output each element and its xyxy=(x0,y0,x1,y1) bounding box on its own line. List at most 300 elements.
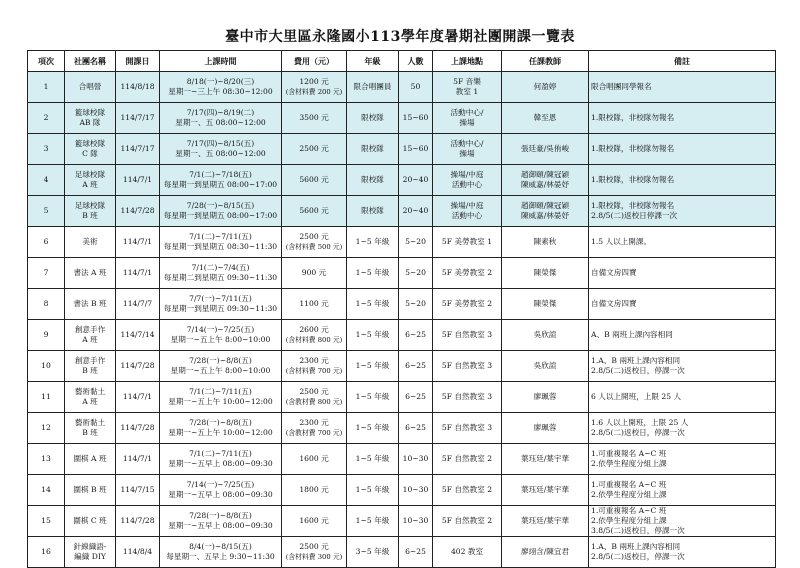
time-line: 星期一~五早上 08:00~09:30 xyxy=(168,521,273,530)
cell-no: 13 xyxy=(28,444,65,475)
cell-fee xyxy=(282,289,347,320)
name-line: B 班 xyxy=(82,366,98,375)
cell-grade: 限校隊 xyxy=(347,165,399,196)
cell-grade: 1~5 年級 xyxy=(347,382,399,413)
note-line: 2.依學生程度分組上課 xyxy=(591,516,667,525)
time-line: 7/28(一)~8/8(五) xyxy=(189,511,252,520)
place-line: 活動中心/ xyxy=(450,139,484,148)
fee-line: (含材料費 300 元) xyxy=(285,553,343,561)
cell-place xyxy=(433,165,502,196)
cell-grade: 1~5 年級 xyxy=(347,227,399,258)
cell-fee xyxy=(282,506,347,537)
cell-name xyxy=(65,537,116,568)
time-line: 7/28(一)~8/8(五) xyxy=(189,418,252,427)
place-line: 5F 自然教室 3 xyxy=(441,361,493,370)
cell-note xyxy=(589,227,776,258)
cell-teacher xyxy=(502,320,589,351)
cell-time xyxy=(160,351,282,382)
cell-place xyxy=(433,444,502,475)
place-line: 5F 自然教室 2 xyxy=(441,516,493,525)
cell-no: 5 xyxy=(28,196,65,227)
cell-teacher xyxy=(502,103,589,134)
time-line: 7/17(四)~8/15(五) xyxy=(186,139,255,148)
name-line: C 隊 xyxy=(82,149,98,158)
place-line: 操場/中庭 xyxy=(450,201,484,210)
cell-name xyxy=(65,506,116,537)
cell-fee xyxy=(282,320,347,351)
note-line: 1.限校隊，非校隊勿報名 xyxy=(591,113,675,122)
place-line: 5F 自然教室 2 xyxy=(441,454,493,463)
cell-name xyxy=(65,413,116,444)
fee-line: 900 元 xyxy=(301,268,327,277)
cell-teacher xyxy=(502,475,589,506)
cell-place xyxy=(433,351,502,382)
cell-grade: 1~5 年級 xyxy=(347,289,399,320)
cell-count: 5~20 xyxy=(399,258,433,289)
table-row xyxy=(28,165,776,196)
place-line: 5F 美勞教室 2 xyxy=(441,299,493,308)
time-line: 每星期一到星期五 08:00~17:00 xyxy=(163,211,278,220)
name-line: 足球校隊 xyxy=(74,170,106,179)
table-row xyxy=(28,227,776,258)
time-line: 星期一~五上午 8:00~10:00 xyxy=(170,335,271,344)
cell-fee xyxy=(282,165,347,196)
time-line: 星期一~五早上 08:00~09:30 xyxy=(168,490,273,499)
note-line: 1.6 人以上開班，上限 25 人 xyxy=(591,418,689,427)
place-line: 5F 自然教室 3 xyxy=(441,392,493,401)
cell-name xyxy=(65,382,116,413)
header-start: 開課日 xyxy=(116,51,160,72)
cell-no: 10 xyxy=(28,351,65,382)
place-line: 操場/中庭 xyxy=(450,170,484,179)
cell-grade: 1~5 年級 xyxy=(347,351,399,382)
cell-name xyxy=(65,72,116,103)
teacher-line: 趙御頤/陳冠穎 xyxy=(520,201,570,210)
place-line: 5F 自然教室 3 xyxy=(441,423,493,432)
note-line: 1.限校隊，非校隊勿報名 xyxy=(591,201,675,210)
cell-count: 6~25 xyxy=(399,320,433,351)
time-line: 8/18(一)~8/20(三) xyxy=(186,77,255,86)
name-line: 圍棋 B 班 xyxy=(73,485,107,494)
teacher-line: 陳榮傑 xyxy=(533,268,557,277)
cell-teacher xyxy=(502,134,589,165)
fee-line: 1100 元 xyxy=(299,299,329,308)
cell-place xyxy=(433,103,502,134)
note-line: 1.限校隊，非校隊勿報名 xyxy=(591,144,675,153)
cell-name xyxy=(65,196,116,227)
table-row xyxy=(28,351,776,382)
note-line: 1.可重複報名 A~C 班 xyxy=(591,480,667,489)
time-line: 星期一、五 08:00~12:00 xyxy=(175,118,266,127)
teacher-line: 廖翊含/陳宜君 xyxy=(520,547,570,556)
cell-time xyxy=(160,289,282,320)
note-line: 6 人以上開班，上限 25 人 xyxy=(591,392,682,401)
note-line: 2.8/5(二)返校日停課一次 xyxy=(591,211,678,220)
teacher-line: 韓至恩 xyxy=(533,113,557,122)
teacher-line: 陳榮傑 xyxy=(533,299,557,308)
teacher-line: 葉珏廷/葉宇華 xyxy=(520,485,570,494)
cell-place xyxy=(433,506,502,537)
cell-grade: 1~5 年級 xyxy=(347,506,399,537)
cell-no: 1 xyxy=(28,72,65,103)
fee-line: (含教材費 800 元) xyxy=(285,398,343,406)
name-line: 美術 xyxy=(82,237,98,246)
cell-no: 4 xyxy=(28,165,65,196)
cell-grade: 3~5 年級 xyxy=(347,537,399,568)
time-line: 7/14(一)~7/25(五) xyxy=(186,325,255,334)
cell-time xyxy=(160,413,282,444)
name-line: 針線織語- xyxy=(73,542,107,551)
note-line: 2.依學生程度分組上課 xyxy=(591,490,667,499)
cell-count: 10~30 xyxy=(399,506,433,537)
cell-time xyxy=(160,444,282,475)
cell-place xyxy=(433,196,502,227)
fee-line: (含材料費 200 元) xyxy=(285,88,343,96)
note-line: 2.8/5(二)返校日，停課一次 xyxy=(591,428,685,437)
cell-note xyxy=(589,444,776,475)
cell-start: 114/7/17 xyxy=(116,134,160,165)
time-line: 7/1(二)~7/11(五) xyxy=(189,387,252,396)
note-line: 1.限校隊，非校隊勿報名 xyxy=(591,175,675,184)
note-line: 2.8/5(二)返校日，停課一次 xyxy=(591,552,685,561)
cell-teacher xyxy=(502,227,589,258)
time-line: 星期一~三上午 08:30~12:00 xyxy=(168,87,273,96)
cell-place xyxy=(433,134,502,165)
teacher-line: 廖珮蓉 xyxy=(533,392,557,401)
cell-count: 6~25 xyxy=(399,382,433,413)
cell-name xyxy=(65,103,116,134)
name-line: A 班 xyxy=(82,397,98,406)
cell-fee xyxy=(282,475,347,506)
cell-grade: 1~5 年級 xyxy=(347,444,399,475)
cell-name xyxy=(65,289,116,320)
cell-note xyxy=(589,134,776,165)
cell-fee xyxy=(282,227,347,258)
cell-place xyxy=(433,537,502,568)
cell-place xyxy=(433,320,502,351)
cell-grade: 限合唱團員 xyxy=(347,72,399,103)
name-line: 圍棋 C 班 xyxy=(73,516,107,525)
cell-teacher xyxy=(502,413,589,444)
header-note: 備註 xyxy=(589,51,776,72)
cell-grade: 1~5 年級 xyxy=(347,320,399,351)
name-line: B 班 xyxy=(82,428,98,437)
time-line: 7/1(二)~7/11(五) xyxy=(189,232,252,241)
header-name: 社團名稱 xyxy=(65,51,116,72)
place-line: 活動中心 xyxy=(451,211,483,220)
cell-fee xyxy=(282,258,347,289)
table-row xyxy=(28,537,776,568)
note-line: A、B 兩班上課內容相同 xyxy=(591,330,673,339)
cell-time xyxy=(160,165,282,196)
cell-no: 2 xyxy=(28,103,65,134)
place-line: 活動中心/ xyxy=(450,108,484,117)
cell-note xyxy=(589,258,776,289)
name-line: AB 隊 xyxy=(79,118,101,127)
cell-grade: 限校隊 xyxy=(347,134,399,165)
cell-no: 3 xyxy=(28,134,65,165)
cell-no: 16 xyxy=(28,537,65,568)
cell-name xyxy=(65,444,116,475)
cell-note xyxy=(589,289,776,320)
cell-note xyxy=(589,103,776,134)
time-line: 7/28(一)~8/15(五) xyxy=(186,201,255,210)
cell-teacher xyxy=(502,351,589,382)
cell-start: 114/7/14 xyxy=(116,320,160,351)
cell-teacher xyxy=(502,72,589,103)
place-line: 5F 音樂 xyxy=(453,77,481,86)
cell-teacher xyxy=(502,165,589,196)
fee-line: 1600 元 xyxy=(299,454,329,463)
note-line: 1.A、B 兩班上課內容相同 xyxy=(591,542,681,551)
time-line: 7/17(四)~8/19(二) xyxy=(186,108,255,117)
time-line: 7/1(二)~7/11(五) xyxy=(189,449,252,458)
table-row xyxy=(28,134,776,165)
cell-count: 20~40 xyxy=(399,165,433,196)
cell-time xyxy=(160,475,282,506)
teacher-line: 陳素秋 xyxy=(533,237,557,246)
cell-start: 114/7/28 xyxy=(116,413,160,444)
cell-fee xyxy=(282,444,347,475)
fee-line: 5600 元 xyxy=(299,175,329,184)
cell-no: 7 xyxy=(28,258,65,289)
cell-teacher xyxy=(502,258,589,289)
cell-grade: 1~5 年級 xyxy=(347,413,399,444)
cell-name xyxy=(65,227,116,258)
note-line: 限合唱團同學報名 xyxy=(591,82,652,91)
cell-count: 6~25 xyxy=(399,537,433,568)
cell-time xyxy=(160,258,282,289)
teacher-line: 陳威嘉/林晏妤 xyxy=(520,180,570,189)
cell-no: 11 xyxy=(28,382,65,413)
fee-line: (含材料費 800 元) xyxy=(285,336,343,344)
cell-teacher xyxy=(502,382,589,413)
time-line: 星期一~五早上 08:00~09:30 xyxy=(168,459,273,468)
fee-line: 1600 元 xyxy=(299,516,329,525)
cell-no: 9 xyxy=(28,320,65,351)
time-line: 星期一~五上午 10:00~12:00 xyxy=(168,397,273,406)
header-no: 項次 xyxy=(28,51,65,72)
time-line: 每星期一、五早上 9:30~11:30 xyxy=(166,552,275,561)
cell-name xyxy=(65,258,116,289)
cell-no: 8 xyxy=(28,289,65,320)
name-line: A 班 xyxy=(82,335,98,344)
fee-line: (含教材費 700 元) xyxy=(285,429,343,437)
cell-time xyxy=(160,227,282,258)
cell-place xyxy=(433,227,502,258)
teacher-line: 陳威嘉/林晏妤 xyxy=(520,211,570,220)
header-time: 上課時間 xyxy=(160,51,282,72)
time-line: 星期一~五上午 10:00~12:00 xyxy=(168,428,273,437)
cell-no: 12 xyxy=(28,413,65,444)
time-line: 7/1(二)~7/4(五) xyxy=(191,263,250,272)
cell-grade: 限校隊 xyxy=(347,103,399,134)
cell-count: 10~30 xyxy=(399,475,433,506)
cell-start: 114/7/28 xyxy=(116,506,160,537)
cell-time xyxy=(160,134,282,165)
name-line: 籃球校隊 xyxy=(74,108,106,117)
cell-teacher xyxy=(502,289,589,320)
place-line: 5F 美勞教室 2 xyxy=(441,268,493,277)
name-line: 圍棋 A 班 xyxy=(73,454,107,463)
note-line: 1.A、B 兩班上課內容相同 xyxy=(591,356,681,365)
time-line: 星期一~五上午 8:00~10:00 xyxy=(170,366,271,375)
cell-note xyxy=(589,320,776,351)
note-line: 1.5 人以上開課。 xyxy=(591,237,652,246)
page-title: 臺中市大里區永隆國小113學年度暑期社團開課一覽表 xyxy=(225,29,575,45)
note-line: 1.可重複報名 A~C 班 xyxy=(591,449,667,458)
cell-place xyxy=(433,413,502,444)
fee-line: 5600 元 xyxy=(299,206,329,215)
cell-fee xyxy=(282,537,347,568)
table-row xyxy=(28,103,776,134)
teacher-line: 何盈婷 xyxy=(533,82,557,91)
fee-line: 2300 元 xyxy=(299,356,329,365)
table-row xyxy=(28,475,776,506)
place-line: 教室 1 xyxy=(455,87,479,96)
cell-fee xyxy=(282,196,347,227)
cell-note xyxy=(589,165,776,196)
place-line: 402 教室 xyxy=(450,547,484,556)
cell-fee xyxy=(282,351,347,382)
note-line: 2.8/5(二)返校日，停課一次 xyxy=(591,366,685,375)
table-row xyxy=(28,72,776,103)
place-line: 5F 美勞教室 1 xyxy=(441,237,493,246)
time-line: 每星期二到星期五 09:30~11:30 xyxy=(163,273,278,282)
place-line: 操場 xyxy=(459,118,475,127)
time-line: 7/28(一)~8/8(五) xyxy=(189,356,252,365)
place-line: 5F 自然教室 2 xyxy=(441,485,493,494)
cell-fee xyxy=(282,72,347,103)
cell-time xyxy=(160,103,282,134)
cell-count: 5~20 xyxy=(399,227,433,258)
cell-time xyxy=(160,72,282,103)
cell-place xyxy=(433,382,502,413)
cell-name xyxy=(65,134,116,165)
cell-teacher xyxy=(502,196,589,227)
cell-grade: 1~5 年級 xyxy=(347,258,399,289)
cell-start: 114/7/1 xyxy=(116,382,160,413)
time-line: 7/1(二)~7/18(五) xyxy=(189,170,252,179)
place-line: 活動中心 xyxy=(451,180,483,189)
cell-name xyxy=(65,351,116,382)
cell-no: 14 xyxy=(28,475,65,506)
cell-count: 15~60 xyxy=(399,103,433,134)
cell-fee xyxy=(282,134,347,165)
note-line: 自備文房四寶 xyxy=(591,299,637,308)
cell-note xyxy=(589,413,776,444)
header-count: 人數 xyxy=(399,51,433,72)
fee-line: 2300 元 xyxy=(299,418,329,427)
cell-grade: 限校隊 xyxy=(347,196,399,227)
table-header-row xyxy=(28,51,776,72)
cell-note xyxy=(589,382,776,413)
cell-name xyxy=(65,320,116,351)
name-line: A 班 xyxy=(82,180,98,189)
note-line: 3.8/5(二)返校日，停課一次 xyxy=(591,526,685,535)
time-line: 星期一、五 08:00~12:00 xyxy=(175,149,266,158)
name-line: 足球校隊 xyxy=(74,201,106,210)
cell-name xyxy=(65,475,116,506)
name-line: 編織 DIY xyxy=(74,552,106,561)
time-line: 7/7(一)~7/11(五) xyxy=(189,294,252,303)
note-line: 2.依學生程度分組上課 xyxy=(591,459,667,468)
cell-place xyxy=(433,475,502,506)
cell-note xyxy=(589,475,776,506)
header-place: 上課地點 xyxy=(433,51,502,72)
cell-start: 114/8/4 xyxy=(116,537,160,568)
name-line: 創意手作 xyxy=(74,325,106,334)
cell-note xyxy=(589,506,776,537)
cell-count: 15~60 xyxy=(399,134,433,165)
cell-count: 10~30 xyxy=(399,444,433,475)
cell-count: 5~20 xyxy=(399,289,433,320)
cell-fee xyxy=(282,382,347,413)
teacher-line: 吳欣諠 xyxy=(533,361,557,370)
teacher-line: 廖珮蓉 xyxy=(533,423,557,432)
time-line: 每星期一到星期五 08:00~17:00 xyxy=(163,180,278,189)
cell-note xyxy=(589,72,776,103)
place-line: 操場 xyxy=(459,149,475,158)
name-line: 合唱營 xyxy=(78,82,102,91)
cell-place xyxy=(433,72,502,103)
table-row xyxy=(28,382,776,413)
teacher-line: 葉珏廷/葉宇華 xyxy=(520,454,570,463)
fee-line: (含材料費 700 元) xyxy=(285,367,343,375)
teacher-line: 趙御頤/陳冠穎 xyxy=(520,170,570,179)
cell-no: 6 xyxy=(28,227,65,258)
fee-line: 2500 元 xyxy=(299,144,329,153)
cell-time xyxy=(160,320,282,351)
cell-start: 114/8/18 xyxy=(116,72,160,103)
time-line: 每星期一到星期五 09:30~11:30 xyxy=(163,304,278,313)
name-line: 書法 A 班 xyxy=(73,268,107,277)
name-line: 籃球校隊 xyxy=(74,139,106,148)
name-line: 書法 B 班 xyxy=(73,299,107,308)
cell-fee xyxy=(282,413,347,444)
time-line: 每星期一到星期五 08:30~11:30 xyxy=(163,242,278,251)
note-line: 自備文房四寶 xyxy=(591,268,637,277)
table-row xyxy=(28,320,776,351)
header-grade: 年級 xyxy=(347,51,399,72)
fee-line: (含材料費 500 元) xyxy=(285,243,343,251)
cell-count: 20~40 xyxy=(399,196,433,227)
cell-teacher xyxy=(502,506,589,537)
cell-place xyxy=(433,258,502,289)
cell-place xyxy=(433,289,502,320)
fee-line: 2500 元 xyxy=(299,542,329,551)
header-fee: 費用（元） xyxy=(282,51,347,72)
cell-count: 50 xyxy=(399,72,433,103)
place-line: 5F 自然教室 3 xyxy=(441,330,493,339)
cell-time xyxy=(160,196,282,227)
cell-name xyxy=(65,165,116,196)
cell-start: 114/7/1 xyxy=(116,444,160,475)
cell-count: 6~25 xyxy=(399,413,433,444)
fee-line: 2600 元 xyxy=(299,325,329,334)
header-teacher: 任課教師 xyxy=(502,51,589,72)
teacher-line: 張廷豪/吳侑峻 xyxy=(520,144,570,153)
cell-start: 114/7/1 xyxy=(116,258,160,289)
table-row xyxy=(28,413,776,444)
cell-time xyxy=(160,506,282,537)
name-line: 創意手作 xyxy=(74,356,106,365)
table-row xyxy=(28,444,776,475)
cell-note xyxy=(589,537,776,568)
fee-line: 1200 元 xyxy=(299,77,329,86)
table-row xyxy=(28,258,776,289)
name-line: B 班 xyxy=(82,211,98,220)
